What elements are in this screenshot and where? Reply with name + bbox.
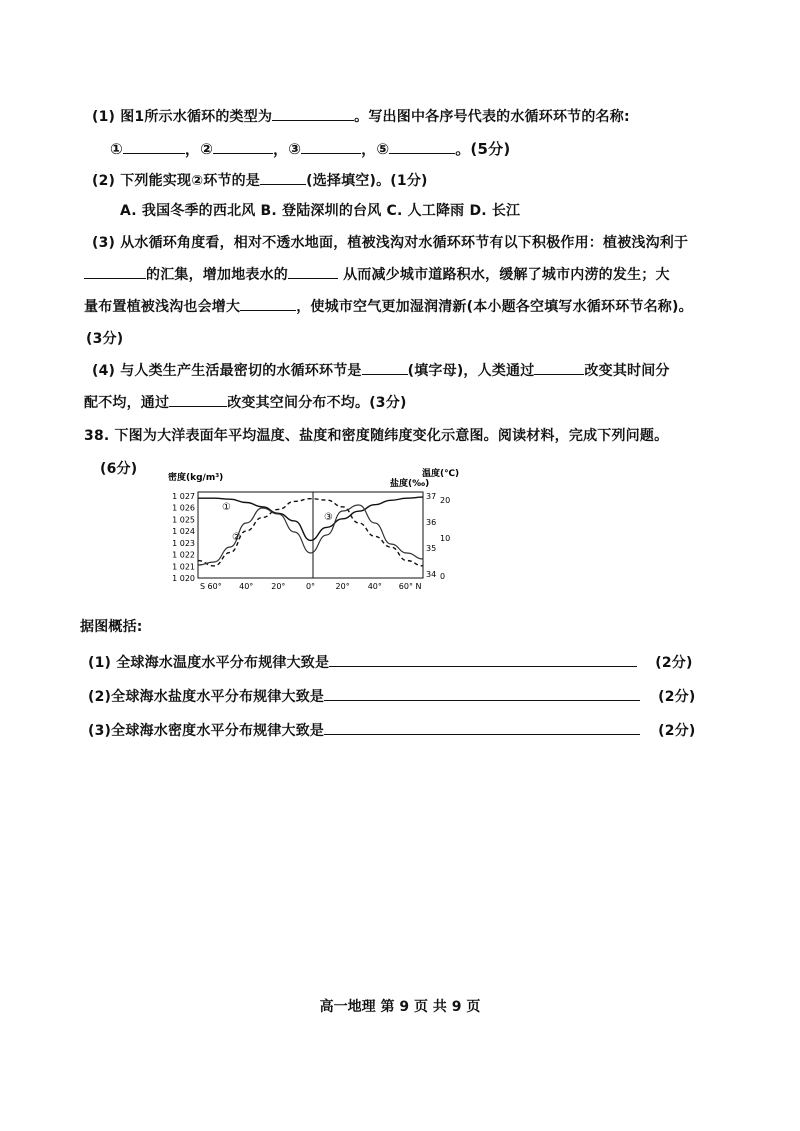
answer-blank[interactable]	[324, 686, 640, 701]
summary-q2: (2)全球海水盐度水平分布规律大致是 (2分)	[88, 686, 695, 706]
q38-score: (6分)	[100, 461, 138, 477]
left-ticks	[172, 492, 195, 583]
temp-tick-label: 10	[440, 534, 451, 543]
page-footer: 高一地理 第 9 页 共 9 页	[319, 999, 481, 1015]
answer-blank[interactable]	[123, 139, 185, 154]
answer-blank[interactable]	[288, 264, 338, 279]
x-tick-label: 60° N	[398, 582, 422, 591]
answer-blank[interactable]	[260, 170, 306, 185]
ocean-surface-chart	[160, 468, 460, 598]
summary-q1: (1) 全球海水温度水平分布规律大致是 (2分)	[88, 652, 693, 672]
density-tick-label: 1 020	[172, 574, 195, 583]
temp-axis-title: 温度(℃)	[422, 469, 460, 479]
x-tick-label: S 60°	[199, 582, 222, 591]
left-axis-title: 密度(kg/m³)	[168, 473, 224, 483]
q37-part1-blanks: ① ，② ，③ ，⑤ 。(5分)	[110, 140, 511, 158]
answer-blank[interactable]	[169, 392, 227, 407]
x-ticks	[200, 582, 422, 591]
answer-blank[interactable]	[534, 360, 584, 375]
x-tick-label: 40°	[239, 582, 254, 591]
x-tick-label: 40°	[367, 582, 382, 591]
salinity-tick-label: 34	[426, 570, 437, 579]
density-tick-label: 1 021	[172, 562, 195, 572]
series-label-2: ②	[232, 532, 241, 543]
x-tick-label: 0°	[305, 582, 316, 591]
salinity-tick-label: 35	[426, 544, 437, 553]
salinity-axis-title: 盐度(‰)	[390, 479, 430, 489]
answer-blank[interactable]	[84, 264, 146, 279]
density-tick-label: 1 023	[172, 538, 195, 548]
x-tick-label: 20°	[335, 582, 350, 591]
answer-blank[interactable]	[301, 139, 361, 154]
answer-blank[interactable]	[272, 106, 354, 121]
series-label-3: ③	[324, 512, 333, 523]
q38-title: 38. 下图为大洋表面年平均温度、盐度和密度随纬度变化示意图。阅读材料，完成下列问题。	[84, 428, 669, 444]
summary-heading: 据图概括:	[80, 619, 143, 635]
density-tick-label: 1 024	[172, 527, 195, 537]
answer-blank[interactable]	[213, 139, 273, 154]
answer-blank[interactable]	[362, 360, 408, 375]
q37-part3-line2: 的汇集，增加地表水的 从而减少城市道路积水，缓解了城市内涝的发生；大	[84, 264, 670, 284]
summary-q3: (3)全球海水密度水平分布规律大致是 (2分)	[88, 720, 695, 740]
salinity-tick-label: 36	[426, 518, 437, 527]
series-label-1: ①	[222, 502, 231, 513]
density-tick-label: 1 022	[172, 550, 195, 560]
q37-part3-score: (3分)	[86, 331, 124, 347]
q37-part2: (2) 下列能实现②环节的是 (选择填空)。(1分)	[92, 170, 428, 190]
x-tick-label: 20°	[271, 582, 286, 591]
temp-ticks	[440, 496, 450, 581]
salinity-tick-label: 37	[426, 492, 437, 501]
answer-blank[interactable]	[389, 139, 455, 154]
density-tick-label: 1 027	[172, 492, 195, 501]
q37-part3-line1: (3) 从水循环角度看，相对不透水地面，植被浅沟对水循环环节有以下积极作用：植被浅沟利于	[92, 235, 689, 251]
density-tick-label: 1 026	[172, 503, 195, 513]
answer-blank[interactable]	[240, 296, 296, 311]
q37-part2-options: A. 我国冬季的西北风 B. 登陆深圳的台风 C. 人工降雨 D. 长江	[120, 203, 521, 219]
temp-tick-label: 20	[440, 496, 451, 505]
q37-part1: (1) 图1所示水循环的类型为 。写出图中各序号代表的水循环环节的名称:	[92, 106, 630, 126]
q37-part4-line2: 配不均，通过 改变其空间分布不均。(3分)	[84, 392, 407, 412]
answer-blank[interactable]	[324, 720, 640, 735]
answer-blank[interactable]	[329, 652, 637, 667]
density-tick-label: 1 025	[172, 515, 195, 525]
q37-part3-line3: 量布置植被浅沟也会增大 ，使城市空气更加湿润清新(本小题各空填写水循环环节名称)。	[84, 296, 693, 316]
salinity-ticks	[426, 492, 436, 579]
q37-part4-line1: (4) 与人类生产生活最密切的水循环环节是 (填字母)，人类通过 改变其时间分	[92, 360, 670, 380]
temp-tick-label: 0	[440, 572, 446, 581]
